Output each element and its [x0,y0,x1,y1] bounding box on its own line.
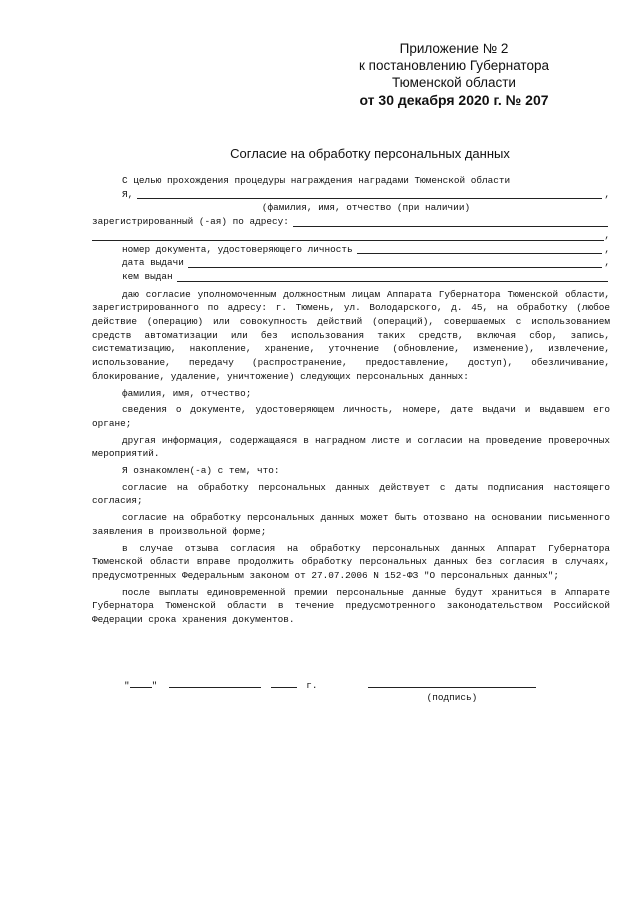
consent-form [92,174,610,630]
issue-date-label: дата выдачи [122,257,184,269]
comma: , [604,243,610,255]
resolution-date: от 30 декабря 2020 г. № 207 [359,92,549,108]
quote-open: " [124,680,130,691]
term-revocation: согласие на обработку персональных данных может быть отозвано на основании письменного заявления в произвольной форме; [92,512,610,537]
fio-field[interactable] [137,189,602,199]
document-header [324,40,584,109]
comma: , [604,229,610,241]
purpose-line [92,174,610,188]
address-line [92,215,610,229]
term-storage: после выплаты единовременной премии персональные данные будут храниться в Аппарате Губернатора Тюменской области в течение предусмотренного законодательством Российской Федерации срока хранения документов. [92,586,610,626]
resolution-reference: к постановлению Губернатора [359,58,549,73]
issued-by-label: кем выдан [122,270,173,282]
signature-field[interactable] [368,687,536,688]
doc-number-field[interactable] [357,244,603,254]
purpose-text: С целью прохождения процедуры награждения наградами Тюменской области [122,175,511,186]
acknowledged-text: Я ознакомлен(-а) с тем, что: [122,465,280,477]
date-line [124,678,317,691]
issued-by-line [92,270,610,284]
address-field[interactable] [293,217,608,227]
region-name: Тюменской области [392,75,516,90]
appendix-number: Приложение № 2 [399,41,509,56]
doc-number-label: номер документа, удостоверяющего личность [122,243,353,255]
year-suffix: г. [306,680,318,691]
day-field[interactable] [130,678,152,688]
doc-number-line [92,243,610,257]
issue-date-line [92,256,610,270]
year-field[interactable] [271,678,297,688]
issued-by-field[interactable] [177,272,608,282]
i-label: Я, [122,188,134,200]
consent-paragraph: даю согласие уполномоченным должностным лицам Аппарата Губернатора Тюменской области, зарегистрированного по адресу: г. Тюмень, ул. Володарского, д. 45, на обработку (любое действие (операцию) или совокупность действий (операций), совершаемых с использованием средств автоматизации или без использования таких средств, включая сбор, запись, систематизацию, накопление, хранение, уточнение (обновление, изменение), извлечение, использование, передачу (распространение, предоставление, доступ), обезличивание, блокирование, удаление, уничтожение) следующих персональных данных: [92,288,610,382]
comma: , [604,257,610,269]
address-line-2 [92,229,610,243]
term-after-revocation: в случае отзыва согласия на обработку персональных данных Аппарат Губернатора Тюменской области вправе продолжить обработку персональных данных без согласия в случаях, предусмотренных Федеральным законом от 27.07.2006 N 152-ФЗ "О персональных данных"; [92,542,610,581]
data-item-document: сведения о документе, удостоверяющем личность, номере, дате выдачи и выдавшем его органе; [92,404,610,429]
signature-hint: (подпись) [426,692,478,703]
issue-date-field[interactable] [188,258,602,268]
fio-line [92,188,610,202]
data-item-other: другая информация, содержащаяся в наградном листе и согласии на проведение проверочных мероприятий. [92,434,610,460]
address-field-continued[interactable] [92,230,604,241]
registered-label: зарегистрированный (-ая) по адресу: [92,216,289,228]
signature-block [0,678,640,718]
data-item-fio: фамилия, имя, отчество; [122,387,252,399]
month-field[interactable] [169,678,261,688]
quote-close: " [151,680,158,691]
comma: , [604,188,610,200]
term-validity: согласие на обработку персональных данных действует с даты подписания настоящего согласия; [92,481,610,507]
fio-hint: (фамилия, имя, отчество (при наличии) [261,202,471,214]
page-title: Согласие на обработку персональных данных [230,146,510,161]
